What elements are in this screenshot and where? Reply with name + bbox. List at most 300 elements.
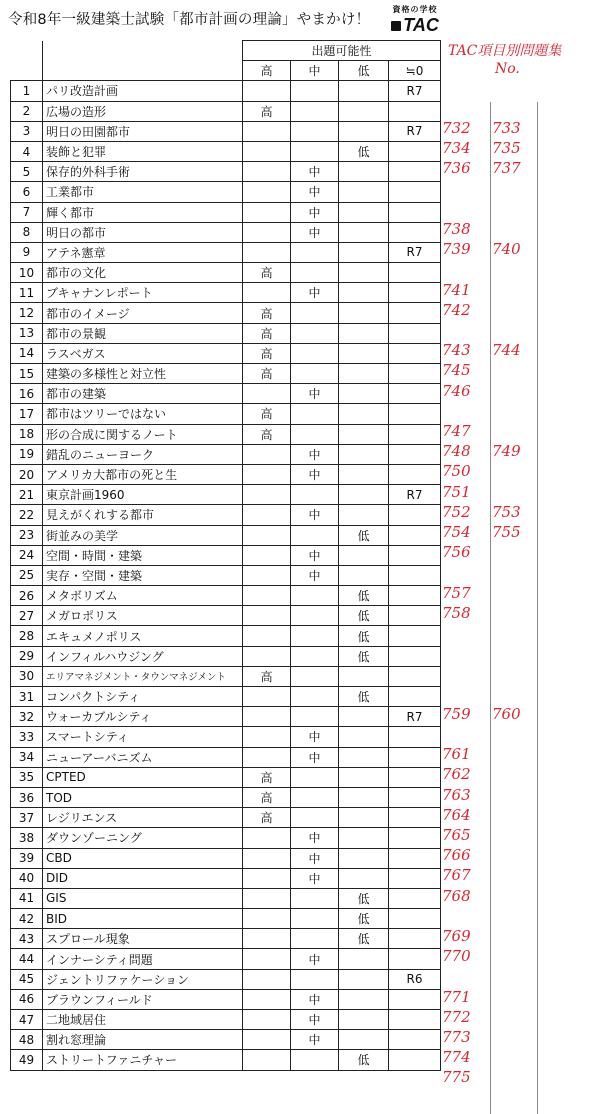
level-mid-cell (291, 242, 339, 262)
logo-wordmark (385, 16, 445, 34)
level-mid-cell: 中 (291, 848, 339, 868)
handwritten-problem-number: 756 (442, 543, 471, 562)
level-mid-cell (291, 687, 339, 707)
row-number: 36 (11, 787, 43, 807)
level-high-cell: 高 (243, 323, 291, 343)
level-mid-cell (291, 909, 339, 929)
table-row (11, 404, 441, 424)
theory-name: パリ改造計画 (43, 81, 243, 101)
level-high-cell: 高 (243, 787, 291, 807)
exam-year-cell (389, 828, 441, 848)
level-high-cell (243, 687, 291, 707)
table-row (11, 565, 441, 585)
exam-year-cell: R7 (389, 707, 441, 727)
theory-name: インフィルハウジング (43, 646, 243, 666)
row-number: 14 (11, 343, 43, 363)
handwritten-problem-number: 762 (442, 765, 471, 784)
handwritten-problem-number: 742 (442, 300, 471, 319)
level-low-cell: 低 (339, 606, 389, 626)
handwritten-divider (537, 102, 538, 1114)
handwritten-problem-number: 768 (442, 886, 471, 905)
table-row (11, 949, 441, 969)
handwritten-problem-number: 773 (442, 1028, 471, 1046)
level-low-cell (339, 505, 389, 525)
level-high-cell (243, 141, 291, 161)
level-low-cell (339, 424, 389, 444)
exam-year-cell (389, 949, 441, 969)
exam-year-cell (389, 747, 441, 767)
exam-year-cell: R6 (389, 969, 441, 989)
level-high-cell (243, 929, 291, 949)
tac-logo (385, 4, 445, 34)
column-header-mid: 中 (291, 61, 339, 81)
theory-name: 都市の景観 (43, 323, 243, 343)
level-high-cell: 高 (243, 404, 291, 424)
level-mid-cell (291, 141, 339, 161)
table-body (11, 81, 441, 1070)
level-mid-cell (291, 808, 339, 828)
header-blank (11, 61, 43, 81)
table-row (11, 868, 441, 888)
theory-name: エリアマネジメント・タウンマネジメント (43, 666, 243, 686)
level-high-cell (243, 989, 291, 1009)
handwritten-problem-number: 769 (442, 927, 471, 945)
row-number: 4 (11, 141, 43, 161)
level-low-cell (339, 949, 389, 969)
row-number: 20 (11, 464, 43, 484)
exam-year-cell (389, 545, 441, 565)
level-low-cell: 低 (339, 888, 389, 908)
level-low-cell (339, 464, 389, 484)
theory-name: コンパクトシティ (43, 687, 243, 707)
handwritten-problem-number: 761 (442, 745, 471, 764)
row-number: 35 (11, 767, 43, 787)
table-row (11, 485, 441, 505)
level-mid-cell: 中 (291, 464, 339, 484)
handwritten-problem-number: 736 (442, 159, 471, 178)
level-mid-cell (291, 969, 339, 989)
table-row (11, 141, 441, 161)
handwritten-problem-number: 751 (442, 482, 471, 501)
theory-name: DID (43, 868, 243, 888)
handwritten-problem-number: 766 (442, 846, 471, 865)
theory-name: 保存的外科手術 (43, 162, 243, 182)
handwritten-divider (490, 102, 491, 1114)
level-low-cell (339, 444, 389, 464)
level-high-cell (243, 828, 291, 848)
table-row (11, 1050, 441, 1070)
row-number: 10 (11, 263, 43, 283)
level-low-cell (339, 202, 389, 222)
theory-table (10, 40, 441, 1071)
level-low-cell: 低 (339, 141, 389, 161)
table-row (11, 626, 441, 646)
level-high-cell (243, 727, 291, 747)
exam-year-cell (389, 222, 441, 242)
row-number: 25 (11, 565, 43, 585)
level-low-cell (339, 364, 389, 384)
exam-year-cell (389, 1050, 441, 1070)
row-number: 6 (11, 182, 43, 202)
level-low-cell (339, 1030, 389, 1050)
row-number: 32 (11, 707, 43, 727)
level-high-cell (243, 182, 291, 202)
table-row (11, 1030, 441, 1050)
handwritten-problem-number: 767 (442, 866, 471, 885)
exam-year-cell (389, 989, 441, 1009)
level-high-cell: 高 (243, 767, 291, 787)
page-title: 令和8年一級建築士試験「都市計画の理論」やまかけ！ (8, 12, 371, 28)
level-high-cell (243, 848, 291, 868)
level-mid-cell (291, 646, 339, 666)
exam-year-cell (389, 848, 441, 868)
theory-name: 都市はツリーではない (43, 404, 243, 424)
exam-year-cell (389, 364, 441, 384)
level-low-cell (339, 343, 389, 363)
level-high-cell (243, 888, 291, 908)
level-low-cell (339, 828, 389, 848)
theory-name: 二地域居住 (43, 1010, 243, 1030)
row-number: 16 (11, 384, 43, 404)
handwritten-problem-number: 737 (492, 159, 521, 178)
level-mid-cell (291, 404, 339, 424)
table-row (11, 525, 441, 545)
handwritten-problem-number: 732 (442, 119, 471, 137)
table-row (11, 464, 441, 484)
table-row (11, 828, 441, 848)
row-number: 11 (11, 283, 43, 303)
exam-year-cell (389, 929, 441, 949)
row-number: 39 (11, 848, 43, 868)
level-high-cell: 高 (243, 424, 291, 444)
handwritten-problem-number: 748 (442, 442, 471, 461)
level-low-cell (339, 162, 389, 182)
table-row (11, 808, 441, 828)
handwritten-problem-number: 754 (442, 523, 471, 541)
level-mid-cell: 中 (291, 949, 339, 969)
row-number: 45 (11, 969, 43, 989)
level-high-cell (243, 121, 291, 141)
exam-year-cell (389, 586, 441, 606)
row-number: 42 (11, 909, 43, 929)
handwritten-problem-number: 743 (442, 341, 471, 360)
table-row (11, 909, 441, 929)
level-mid-cell (291, 323, 339, 343)
level-low-cell (339, 767, 389, 787)
theory-name: インナーシティ問題 (43, 949, 243, 969)
table-row (11, 182, 441, 202)
level-mid-cell: 中 (291, 283, 339, 303)
exam-year-cell (389, 323, 441, 343)
table-row (11, 384, 441, 404)
column-header-zero: ≒0 (389, 61, 441, 81)
level-low-cell (339, 848, 389, 868)
table-row (11, 343, 441, 363)
level-high-cell (243, 444, 291, 464)
level-low-cell (339, 989, 389, 1009)
level-high-cell: 高 (243, 343, 291, 363)
handwritten-problem-number: 763 (442, 785, 471, 804)
level-mid-cell: 中 (291, 182, 339, 202)
level-low-cell (339, 222, 389, 242)
level-mid-cell (291, 121, 339, 141)
header-blank (43, 41, 243, 61)
row-number: 33 (11, 727, 43, 747)
level-mid-cell (291, 929, 339, 949)
level-low-cell (339, 868, 389, 888)
row-number: 15 (11, 364, 43, 384)
table-row (11, 848, 441, 868)
theory-name: 装飾と犯罪 (43, 141, 243, 161)
theory-name: ブキャナンレポート (43, 283, 243, 303)
handwritten-problem-number: 747 (442, 422, 471, 440)
table-row (11, 888, 441, 908)
row-number: 5 (11, 162, 43, 182)
table-row (11, 727, 441, 747)
level-high-cell (243, 909, 291, 929)
level-low-cell: 低 (339, 929, 389, 949)
handwritten-problem-number: 752 (442, 502, 471, 521)
table-row (11, 505, 441, 525)
theory-name: 空間・時間・建築 (43, 545, 243, 565)
exam-year-cell (389, 888, 441, 908)
theory-name: 明日の田園都市 (43, 121, 243, 141)
table-row (11, 121, 441, 141)
theory-name: メガロポリス (43, 606, 243, 626)
theory-name: 東京計画1960 (43, 485, 243, 505)
level-high-cell: 高 (243, 303, 291, 323)
exam-year-cell (389, 808, 441, 828)
row-number: 38 (11, 828, 43, 848)
level-high-cell (243, 949, 291, 969)
level-mid-cell: 中 (291, 989, 339, 1009)
level-low-cell (339, 81, 389, 101)
table-row (11, 989, 441, 1009)
table-row (11, 545, 441, 565)
theory-name: ジェントリファケーション (43, 969, 243, 989)
exam-year-cell (389, 666, 441, 686)
row-number: 23 (11, 525, 43, 545)
row-number: 24 (11, 545, 43, 565)
handwritten-problem-number: 760 (492, 704, 521, 723)
level-low-cell: 低 (339, 909, 389, 929)
handwritten-problem-number: 741 (442, 280, 471, 299)
row-number: 37 (11, 808, 43, 828)
table-row (11, 424, 441, 444)
exam-year-cell (389, 868, 441, 888)
header-blank (43, 61, 243, 81)
row-number: 9 (11, 242, 43, 262)
level-mid-cell (291, 101, 339, 121)
table-row (11, 101, 441, 121)
exam-year-cell (389, 464, 441, 484)
level-mid-cell (291, 888, 339, 908)
theory-name: レジリエンス (43, 808, 243, 828)
level-high-cell: 高 (243, 263, 291, 283)
level-mid-cell (291, 263, 339, 283)
table-row (11, 687, 441, 707)
level-high-cell (243, 202, 291, 222)
level-mid-cell: 中 (291, 162, 339, 182)
row-number: 41 (11, 888, 43, 908)
exam-year-cell (389, 303, 441, 323)
theory-name: ダウンゾーニング (43, 828, 243, 848)
level-low-cell (339, 808, 389, 828)
table-row (11, 263, 441, 283)
theory-name: GIS (43, 888, 243, 908)
level-low-cell: 低 (339, 525, 389, 545)
table-row (11, 666, 441, 686)
theory-name: ラスベガス (43, 343, 243, 363)
exam-year-cell (389, 525, 441, 545)
level-low-cell (339, 182, 389, 202)
handwritten-problem-number: 735 (492, 139, 521, 158)
level-low-cell (339, 404, 389, 424)
row-number: 40 (11, 868, 43, 888)
handwritten-problem-number: 774 (442, 1048, 471, 1067)
exam-year-cell (389, 565, 441, 585)
exam-year-cell (389, 182, 441, 202)
exam-year-cell (389, 1030, 441, 1050)
handwritten-problem-number: 770 (442, 947, 471, 966)
handwritten-problem-number: 764 (442, 805, 471, 824)
level-high-cell: 高 (243, 101, 291, 121)
exam-year-cell (389, 444, 441, 464)
theory-name: ニューアーバニズム (43, 747, 243, 767)
level-mid-cell (291, 81, 339, 101)
row-number: 2 (11, 101, 43, 121)
exam-year-cell (389, 384, 441, 404)
level-high-cell: 高 (243, 666, 291, 686)
level-mid-cell: 中 (291, 868, 339, 888)
row-number: 13 (11, 323, 43, 343)
level-high-cell (243, 525, 291, 545)
level-mid-cell: 中 (291, 545, 339, 565)
level-mid-cell (291, 707, 339, 727)
level-high-cell (243, 586, 291, 606)
logo-mark-icon (391, 21, 401, 31)
exam-year-cell (389, 263, 441, 283)
theory-name: 建築の多様性と対立性 (43, 364, 243, 384)
row-number: 49 (11, 1050, 43, 1070)
exam-year-cell (389, 283, 441, 303)
theory-name: 広場の造形 (43, 101, 243, 121)
table-row (11, 747, 441, 767)
row-number: 46 (11, 989, 43, 1009)
row-number: 3 (11, 121, 43, 141)
level-high-cell: 高 (243, 808, 291, 828)
exam-year-cell (389, 767, 441, 787)
level-low-cell: 低 (339, 626, 389, 646)
theory-name: ストリートファニチャー (43, 1050, 243, 1070)
level-mid-cell (291, 364, 339, 384)
row-number: 34 (11, 747, 43, 767)
theory-name: 都市の文化 (43, 263, 243, 283)
exam-year-cell (389, 909, 441, 929)
level-mid-cell: 中 (291, 727, 339, 747)
level-low-cell (339, 242, 389, 262)
theory-name: 都市の建築 (43, 384, 243, 404)
theory-name: ブラウンフィールド (43, 989, 243, 1009)
level-high-cell (243, 747, 291, 767)
table-row (11, 586, 441, 606)
row-number: 47 (11, 1010, 43, 1030)
theory-name: メタボリズム (43, 586, 243, 606)
table-row (11, 1010, 441, 1030)
table-row (11, 242, 441, 262)
row-number: 1 (11, 81, 43, 101)
theory-name: 実存・空間・建築 (43, 565, 243, 585)
handwritten-header-no: No. (495, 61, 520, 77)
theory-name: エキュメノポリス (43, 626, 243, 646)
level-high-cell (243, 1010, 291, 1030)
table-row (11, 787, 441, 807)
exam-year-cell (389, 787, 441, 807)
level-high-cell (243, 868, 291, 888)
row-number: 22 (11, 505, 43, 525)
handwritten-problem-number: 771 (442, 987, 471, 1006)
exam-year-cell (389, 727, 441, 747)
logo-subtitle: 資格の学校 (392, 5, 438, 14)
row-number: 17 (11, 404, 43, 424)
exam-year-cell (389, 343, 441, 363)
theory-name: 見えがくれする都市 (43, 505, 243, 525)
table-row (11, 606, 441, 626)
exam-year-cell (389, 626, 441, 646)
theory-name: 形の合成に関するノート (43, 424, 243, 444)
level-high-cell (243, 384, 291, 404)
level-low-cell (339, 969, 389, 989)
level-low-cell (339, 263, 389, 283)
handwritten-problem-number: 765 (442, 826, 471, 844)
level-high-cell (243, 606, 291, 626)
handwritten-problem-number: 746 (442, 381, 471, 400)
level-low-cell (339, 1010, 389, 1030)
level-low-cell (339, 303, 389, 323)
level-low-cell (339, 666, 389, 686)
table-row (11, 364, 441, 384)
level-mid-cell: 中 (291, 1030, 339, 1050)
exam-year-cell (389, 1010, 441, 1030)
level-mid-cell (291, 485, 339, 505)
level-high-cell (243, 646, 291, 666)
exam-year-cell (389, 424, 441, 444)
exam-year-cell (389, 141, 441, 161)
theory-name: 都市のイメージ (43, 303, 243, 323)
level-high-cell (243, 707, 291, 727)
level-mid-cell: 中 (291, 1010, 339, 1030)
table-row (11, 323, 441, 343)
level-mid-cell (291, 424, 339, 444)
level-low-cell: 低 (339, 687, 389, 707)
level-mid-cell (291, 787, 339, 807)
exam-year-cell: R7 (389, 485, 441, 505)
exam-year-cell: R7 (389, 121, 441, 141)
handwritten-problem-number: 740 (492, 240, 521, 259)
table-row (11, 767, 441, 787)
row-number: 12 (11, 303, 43, 323)
exam-year-cell (389, 606, 441, 626)
level-mid-cell (291, 343, 339, 363)
level-low-cell: 低 (339, 1050, 389, 1070)
handwritten-problem-number: 744 (492, 341, 521, 360)
level-mid-cell (291, 586, 339, 606)
theory-name: 街並みの美学 (43, 525, 243, 545)
exam-year-cell: R7 (389, 242, 441, 262)
level-high-cell (243, 81, 291, 101)
theory-name: BID (43, 909, 243, 929)
row-number: 44 (11, 949, 43, 969)
